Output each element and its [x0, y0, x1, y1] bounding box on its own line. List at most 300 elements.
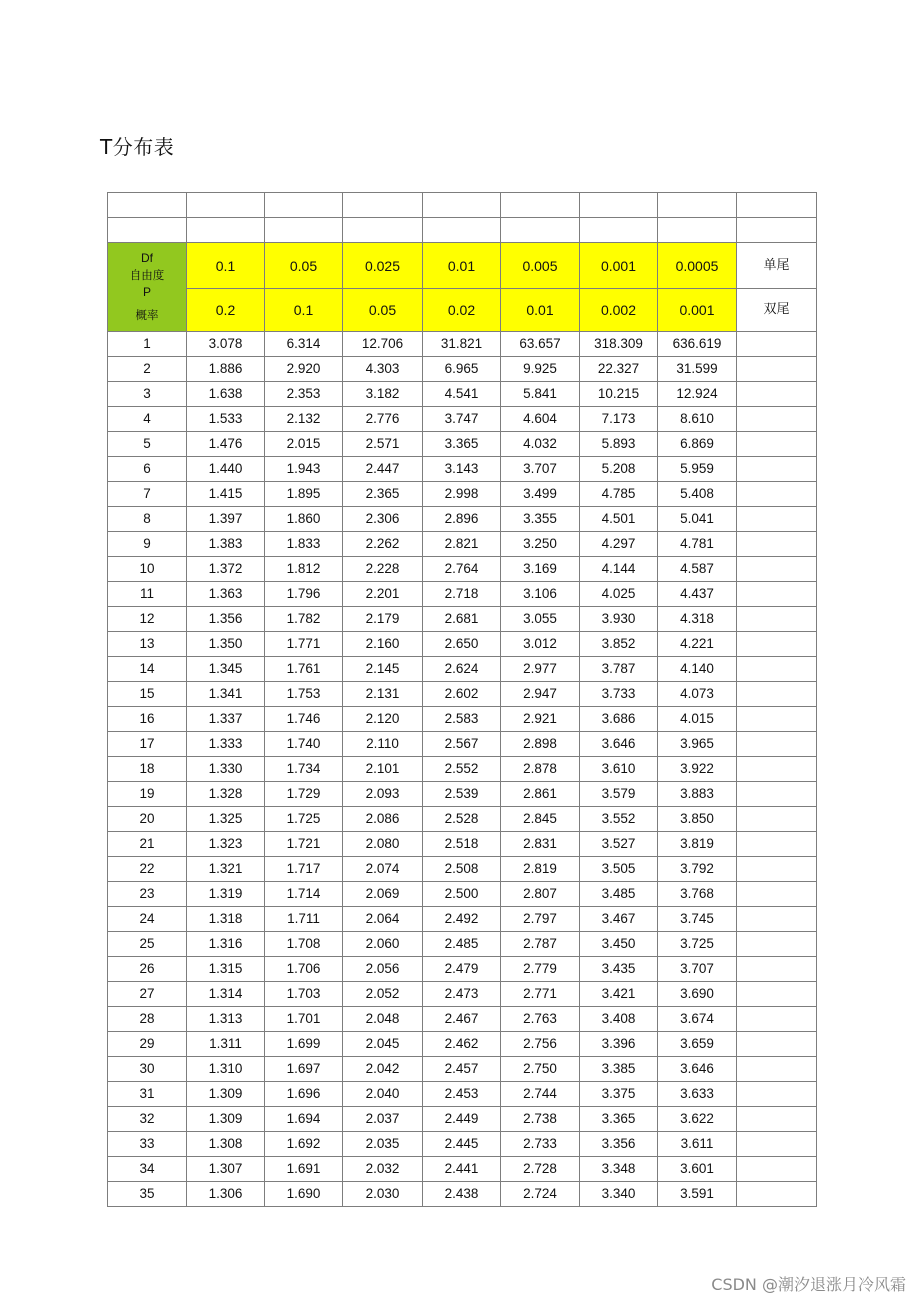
empty-cell: [737, 357, 817, 382]
critical-value-cell: 2.262: [343, 532, 423, 557]
empty-cell: [737, 882, 817, 907]
critical-value-cell: 1.714: [265, 882, 343, 907]
critical-value-cell: 5.208: [580, 457, 658, 482]
critical-value-cell: 2.160: [343, 632, 423, 657]
critical-value-cell: 1.341: [187, 682, 265, 707]
empty-cell: [737, 982, 817, 1007]
critical-value-cell: 2.920: [265, 357, 343, 382]
critical-value-cell: 2.738: [501, 1107, 580, 1132]
critical-value-cell: 1.796: [265, 582, 343, 607]
two-tail-value: 0.01: [501, 289, 580, 332]
critical-value-cell: 3.611: [658, 1132, 737, 1157]
table-row: [108, 782, 817, 807]
critical-value-cell: 3.467: [580, 907, 658, 932]
critical-value-cell: 2.479: [423, 957, 501, 982]
table-row: [108, 882, 817, 907]
critical-value-cell: 2.724: [501, 1182, 580, 1207]
critical-value-cell: 1.691: [265, 1157, 343, 1182]
critical-value-cell: 22.327: [580, 357, 658, 382]
critical-value-cell: 1.440: [187, 457, 265, 482]
empty-cell: [737, 632, 817, 657]
critical-value-cell: 5.893: [580, 432, 658, 457]
empty-cell: [737, 532, 817, 557]
critical-value-cell: 3.768: [658, 882, 737, 907]
critical-value-cell: 1.533: [187, 407, 265, 432]
critical-value-cell: 2.650: [423, 632, 501, 657]
critical-value-cell: 3.579: [580, 782, 658, 807]
critical-value-cell: 63.657: [501, 332, 580, 357]
critical-value-cell: 2.040: [343, 1082, 423, 1107]
critical-value-cell: 1.812: [265, 557, 343, 582]
critical-value-cell: 2.728: [501, 1157, 580, 1182]
critical-value-cell: 2.733: [501, 1132, 580, 1157]
df-cell: 7: [108, 482, 187, 507]
table-row: [108, 407, 817, 432]
critical-value-cell: 3.930: [580, 607, 658, 632]
critical-value-cell: 1.701: [265, 1007, 343, 1032]
critical-value-cell: 2.947: [501, 682, 580, 707]
critical-value-cell: 1.333: [187, 732, 265, 757]
critical-value-cell: 2.977: [501, 657, 580, 682]
critical-value-cell: 3.965: [658, 732, 737, 757]
critical-value-cell: 1.310: [187, 1057, 265, 1082]
critical-value-cell: 1.734: [265, 757, 343, 782]
critical-value-cell: 1.895: [265, 482, 343, 507]
critical-value-cell: 3.375: [580, 1082, 658, 1107]
table-row: [108, 832, 817, 857]
critical-value-cell: 1.311: [187, 1032, 265, 1057]
df-cell: 28: [108, 1007, 187, 1032]
empty-cell: [737, 657, 817, 682]
critical-value-cell: 3.348: [580, 1157, 658, 1182]
critical-value-cell: 2.467: [423, 1007, 501, 1032]
critical-value-cell: 1.740: [265, 732, 343, 757]
critical-value-cell: 4.073: [658, 682, 737, 707]
critical-value-cell: 4.604: [501, 407, 580, 432]
df-cell: 23: [108, 882, 187, 907]
empty-cell: [737, 732, 817, 757]
critical-value-cell: 1.306: [187, 1182, 265, 1207]
critical-value-cell: 12.706: [343, 332, 423, 357]
critical-value-cell: 4.221: [658, 632, 737, 657]
table-row: [108, 957, 817, 982]
critical-value-cell: 2.145: [343, 657, 423, 682]
critical-value-cell: 3.365: [580, 1107, 658, 1132]
one-tail-value: 0.1: [187, 243, 265, 289]
critical-value-cell: 2.571: [343, 432, 423, 457]
critical-value-cell: 1.703: [265, 982, 343, 1007]
critical-value-cell: 4.781: [658, 532, 737, 557]
critical-value-cell: 2.878: [501, 757, 580, 782]
table-row: [108, 1007, 817, 1032]
df-cn-label: 自由度: [129, 268, 165, 282]
critical-value-cell: 1.696: [265, 1082, 343, 1107]
critical-value-cell: 2.449: [423, 1107, 501, 1132]
critical-value-cell: 1.886: [187, 357, 265, 382]
empty-cell: [737, 607, 817, 632]
critical-value-cell: 2.539: [423, 782, 501, 807]
critical-value-cell: 3.622: [658, 1107, 737, 1132]
empty-cell: [737, 457, 817, 482]
critical-value-cell: 3.356: [580, 1132, 658, 1157]
critical-value-cell: 3.485: [580, 882, 658, 907]
critical-value-cell: 3.747: [423, 407, 501, 432]
critical-value-cell: 1.708: [265, 932, 343, 957]
empty-cell: [737, 407, 817, 432]
critical-value-cell: 2.718: [423, 582, 501, 607]
empty-cell: [737, 1057, 817, 1082]
df-cell: 30: [108, 1057, 187, 1082]
empty-cell: [737, 807, 817, 832]
critical-value-cell: 1.860: [265, 507, 343, 532]
critical-value-cell: 636.619: [658, 332, 737, 357]
critical-value-cell: 31.821: [423, 332, 501, 357]
one-tail-value: 0.05: [265, 243, 343, 289]
critical-value-cell: 2.060: [343, 932, 423, 957]
critical-value-cell: 3.686: [580, 707, 658, 732]
critical-value-cell: 1.638: [187, 382, 265, 407]
df-cell: 9: [108, 532, 187, 557]
critical-value-cell: 3.078: [187, 332, 265, 357]
critical-value-cell: 12.924: [658, 382, 737, 407]
critical-value-cell: 2.037: [343, 1107, 423, 1132]
critical-value-cell: 2.120: [343, 707, 423, 732]
critical-value-cell: 3.435: [580, 957, 658, 982]
critical-value-cell: 5.408: [658, 482, 737, 507]
critical-value-cell: 2.567: [423, 732, 501, 757]
critical-value-cell: 3.527: [580, 832, 658, 857]
df-cell: 24: [108, 907, 187, 932]
critical-value-cell: 1.753: [265, 682, 343, 707]
critical-value-cell: 2.473: [423, 982, 501, 1007]
critical-value-cell: 3.883: [658, 782, 737, 807]
table-row: [108, 507, 817, 532]
critical-value-cell: 3.601: [658, 1157, 737, 1182]
critical-value-cell: 1.309: [187, 1107, 265, 1132]
critical-value-cell: 2.306: [343, 507, 423, 532]
critical-value-cell: 4.032: [501, 432, 580, 457]
critical-value-cell: 2.101: [343, 757, 423, 782]
df-cell: 13: [108, 632, 187, 657]
df-cell: 6: [108, 457, 187, 482]
critical-value-cell: 3.674: [658, 1007, 737, 1032]
t-distribution-table: [107, 192, 817, 1207]
two-tail-value: 0.02: [423, 289, 501, 332]
critical-value-cell: 2.779: [501, 957, 580, 982]
table-row: [108, 1082, 817, 1107]
df-cell: 12: [108, 607, 187, 632]
critical-value-cell: 2.756: [501, 1032, 580, 1057]
critical-value-cell: 3.355: [501, 507, 580, 532]
critical-value-cell: 1.476: [187, 432, 265, 457]
critical-value-cell: 2.552: [423, 757, 501, 782]
critical-value-cell: 2.064: [343, 907, 423, 932]
critical-value-cell: 1.319: [187, 882, 265, 907]
table-row: [108, 532, 817, 557]
critical-value-cell: 1.706: [265, 957, 343, 982]
table-row: [108, 332, 817, 357]
critical-value-cell: 2.035: [343, 1132, 423, 1157]
critical-value-cell: 1.725: [265, 807, 343, 832]
critical-value-cell: 1.721: [265, 832, 343, 857]
critical-value-cell: 2.763: [501, 1007, 580, 1032]
df-cell: 5: [108, 432, 187, 457]
critical-value-cell: 2.831: [501, 832, 580, 857]
critical-value-cell: 3.725: [658, 932, 737, 957]
critical-value-cell: 3.850: [658, 807, 737, 832]
critical-value-cell: 2.807: [501, 882, 580, 907]
critical-value-cell: 1.309: [187, 1082, 265, 1107]
critical-value-cell: 1.746: [265, 707, 343, 732]
df-cell: 35: [108, 1182, 187, 1207]
critical-value-cell: 3.106: [501, 582, 580, 607]
critical-value-cell: 1.318: [187, 907, 265, 932]
empty-cell: [737, 932, 817, 957]
critical-value-cell: 4.785: [580, 482, 658, 507]
critical-value-cell: 1.315: [187, 957, 265, 982]
two-tail-value: 0.002: [580, 289, 658, 332]
critical-value-cell: 2.797: [501, 907, 580, 932]
critical-value-cell: 1.350: [187, 632, 265, 657]
table-row: [108, 607, 817, 632]
critical-value-cell: 4.140: [658, 657, 737, 682]
critical-value-cell: 3.250: [501, 532, 580, 557]
one-tail-label: 单尾: [737, 243, 817, 289]
critical-value-cell: 3.819: [658, 832, 737, 857]
critical-value-cell: 1.323: [187, 832, 265, 857]
critical-value-cell: 4.541: [423, 382, 501, 407]
empty-cell: [737, 382, 817, 407]
df-cell: 4: [108, 407, 187, 432]
empty-cell: [737, 957, 817, 982]
critical-value-cell: 1.307: [187, 1157, 265, 1182]
critical-value-cell: 2.179: [343, 607, 423, 632]
critical-value-cell: 2.045: [343, 1032, 423, 1057]
critical-value-cell: 3.450: [580, 932, 658, 957]
critical-value-cell: 1.308: [187, 1132, 265, 1157]
critical-value-cell: 4.587: [658, 557, 737, 582]
table-row: [108, 382, 817, 407]
critical-value-cell: 2.845: [501, 807, 580, 832]
critical-value-cell: 1.337: [187, 707, 265, 732]
two-tail-label: 双尾: [737, 289, 817, 332]
df-cell: 27: [108, 982, 187, 1007]
critical-value-cell: 2.787: [501, 932, 580, 957]
df-cell: 25: [108, 932, 187, 957]
critical-value-cell: 2.462: [423, 1032, 501, 1057]
empty-cell: [737, 1157, 817, 1182]
critical-value-cell: 1.697: [265, 1057, 343, 1082]
critical-value-cell: 3.365: [423, 432, 501, 457]
table-row: [108, 807, 817, 832]
df-cell: 31: [108, 1082, 187, 1107]
critical-value-cell: 2.441: [423, 1157, 501, 1182]
critical-value-cell: 2.032: [343, 1157, 423, 1182]
critical-value-cell: 2.228: [343, 557, 423, 582]
critical-value-cell: 2.602: [423, 682, 501, 707]
empty-cell: [737, 332, 817, 357]
critical-value-cell: 31.599: [658, 357, 737, 382]
empty-cell: [737, 707, 817, 732]
critical-value-cell: 1.397: [187, 507, 265, 532]
critical-value-cell: 2.898: [501, 732, 580, 757]
critical-value-cell: 5.841: [501, 382, 580, 407]
critical-value-cell: 3.690: [658, 982, 737, 1007]
df-cell: 20: [108, 807, 187, 832]
critical-value-cell: 1.833: [265, 532, 343, 557]
table-row: [108, 1132, 817, 1157]
critical-value-cell: 1.383: [187, 532, 265, 557]
df-cell: 19: [108, 782, 187, 807]
critical-value-cell: 1.761: [265, 657, 343, 682]
critical-value-cell: 1.372: [187, 557, 265, 582]
watermark: CSDN @潮汐退涨月冷风霜: [711, 1275, 906, 1294]
critical-value-cell: 3.182: [343, 382, 423, 407]
empty-cell: [737, 757, 817, 782]
critical-value-cell: 5.041: [658, 507, 737, 532]
critical-value-cell: 2.528: [423, 807, 501, 832]
critical-value-cell: 2.750: [501, 1057, 580, 1082]
one-tail-value: 0.025: [343, 243, 423, 289]
critical-value-cell: 4.303: [343, 357, 423, 382]
critical-value-cell: 2.131: [343, 682, 423, 707]
critical-value-cell: 2.744: [501, 1082, 580, 1107]
table-row: [108, 1057, 817, 1082]
critical-value-cell: 2.080: [343, 832, 423, 857]
empty-cell: [737, 782, 817, 807]
empty-cell: [737, 1032, 817, 1057]
critical-value-cell: 3.505: [580, 857, 658, 882]
df-cell: 11: [108, 582, 187, 607]
table-row: [108, 682, 817, 707]
critical-value-cell: 1.321: [187, 857, 265, 882]
table-row: [108, 557, 817, 582]
two-tail-value: 0.05: [343, 289, 423, 332]
two-tail-value: 0.2: [187, 289, 265, 332]
critical-value-cell: 2.048: [343, 1007, 423, 1032]
critical-value-cell: 2.681: [423, 607, 501, 632]
critical-value-cell: 3.707: [501, 457, 580, 482]
critical-value-cell: 2.453: [423, 1082, 501, 1107]
critical-value-cell: 1.690: [265, 1182, 343, 1207]
empty-cell: [737, 1182, 817, 1207]
critical-value-cell: 4.501: [580, 507, 658, 532]
critical-value-cell: 4.015: [658, 707, 737, 732]
table-row: [108, 1182, 817, 1207]
critical-value-cell: 2.583: [423, 707, 501, 732]
empty-cell: [737, 857, 817, 882]
critical-value-cell: 2.819: [501, 857, 580, 882]
critical-value-cell: 1.345: [187, 657, 265, 682]
critical-value-cell: 2.056: [343, 957, 423, 982]
critical-value-cell: 2.093: [343, 782, 423, 807]
critical-value-cell: 1.771: [265, 632, 343, 657]
empty-cell: [737, 507, 817, 532]
critical-value-cell: 1.356: [187, 607, 265, 632]
df-cell: 26: [108, 957, 187, 982]
critical-value-cell: 1.711: [265, 907, 343, 932]
critical-value-cell: 3.499: [501, 482, 580, 507]
critical-value-cell: 3.169: [501, 557, 580, 582]
one-tail-header-row: [108, 243, 817, 289]
critical-value-cell: 2.508: [423, 857, 501, 882]
critical-value-cell: 4.318: [658, 607, 737, 632]
critical-value-cell: 3.733: [580, 682, 658, 707]
critical-value-cell: 2.500: [423, 882, 501, 907]
critical-value-cell: 5.959: [658, 457, 737, 482]
critical-value-cell: 1.363: [187, 582, 265, 607]
critical-value-cell: 2.086: [343, 807, 423, 832]
table-row: [108, 457, 817, 482]
critical-value-cell: 3.012: [501, 632, 580, 657]
critical-value-cell: 2.030: [343, 1182, 423, 1207]
df-cell: 16: [108, 707, 187, 732]
critical-value-cell: 2.132: [265, 407, 343, 432]
critical-value-cell: 4.297: [580, 532, 658, 557]
table-row: [108, 857, 817, 882]
empty-cell: [737, 832, 817, 857]
table-row: [108, 707, 817, 732]
table-row: [108, 732, 817, 757]
critical-value-cell: 7.173: [580, 407, 658, 432]
critical-value-cell: 1.717: [265, 857, 343, 882]
df-cell: 32: [108, 1107, 187, 1132]
empty-cell: [737, 907, 817, 932]
critical-value-cell: 3.552: [580, 807, 658, 832]
empty-cell: [737, 1132, 817, 1157]
critical-value-cell: 318.309: [580, 332, 658, 357]
empty-cell: [737, 432, 817, 457]
df-cell: 2: [108, 357, 187, 382]
table-row: [108, 982, 817, 1007]
critical-value-cell: 4.437: [658, 582, 737, 607]
critical-value-cell: 2.518: [423, 832, 501, 857]
df-cell: 3: [108, 382, 187, 407]
critical-value-cell: 1.694: [265, 1107, 343, 1132]
df-cell: 14: [108, 657, 187, 682]
table-row: [108, 582, 817, 607]
critical-value-cell: 1.330: [187, 757, 265, 782]
critical-value-cell: 2.764: [423, 557, 501, 582]
critical-value-cell: 3.408: [580, 1007, 658, 1032]
critical-value-cell: 2.353: [265, 382, 343, 407]
critical-value-cell: 2.069: [343, 882, 423, 907]
critical-value-cell: 2.438: [423, 1182, 501, 1207]
critical-value-cell: 8.610: [658, 407, 737, 432]
table-row: [108, 1032, 817, 1057]
critical-value-cell: 6.965: [423, 357, 501, 382]
table-row: [108, 932, 817, 957]
critical-value-cell: 3.610: [580, 757, 658, 782]
page-title: T分布表: [100, 135, 175, 159]
p-cn-label: 概率: [135, 308, 159, 322]
critical-value-cell: 1.415: [187, 482, 265, 507]
critical-value-cell: 1.943: [265, 457, 343, 482]
two-tail-header-row: [108, 289, 817, 332]
critical-value-cell: 4.144: [580, 557, 658, 582]
critical-value-cell: 3.852: [580, 632, 658, 657]
critical-value-cell: 1.328: [187, 782, 265, 807]
one-tail-value: 0.01: [423, 243, 501, 289]
critical-value-cell: 6.869: [658, 432, 737, 457]
table-row: [108, 1107, 817, 1132]
table-row: [108, 357, 817, 382]
critical-value-cell: 3.421: [580, 982, 658, 1007]
df-cell: 1: [108, 332, 187, 357]
critical-value-cell: 2.052: [343, 982, 423, 1007]
critical-value-cell: 3.143: [423, 457, 501, 482]
critical-value-cell: 2.110: [343, 732, 423, 757]
